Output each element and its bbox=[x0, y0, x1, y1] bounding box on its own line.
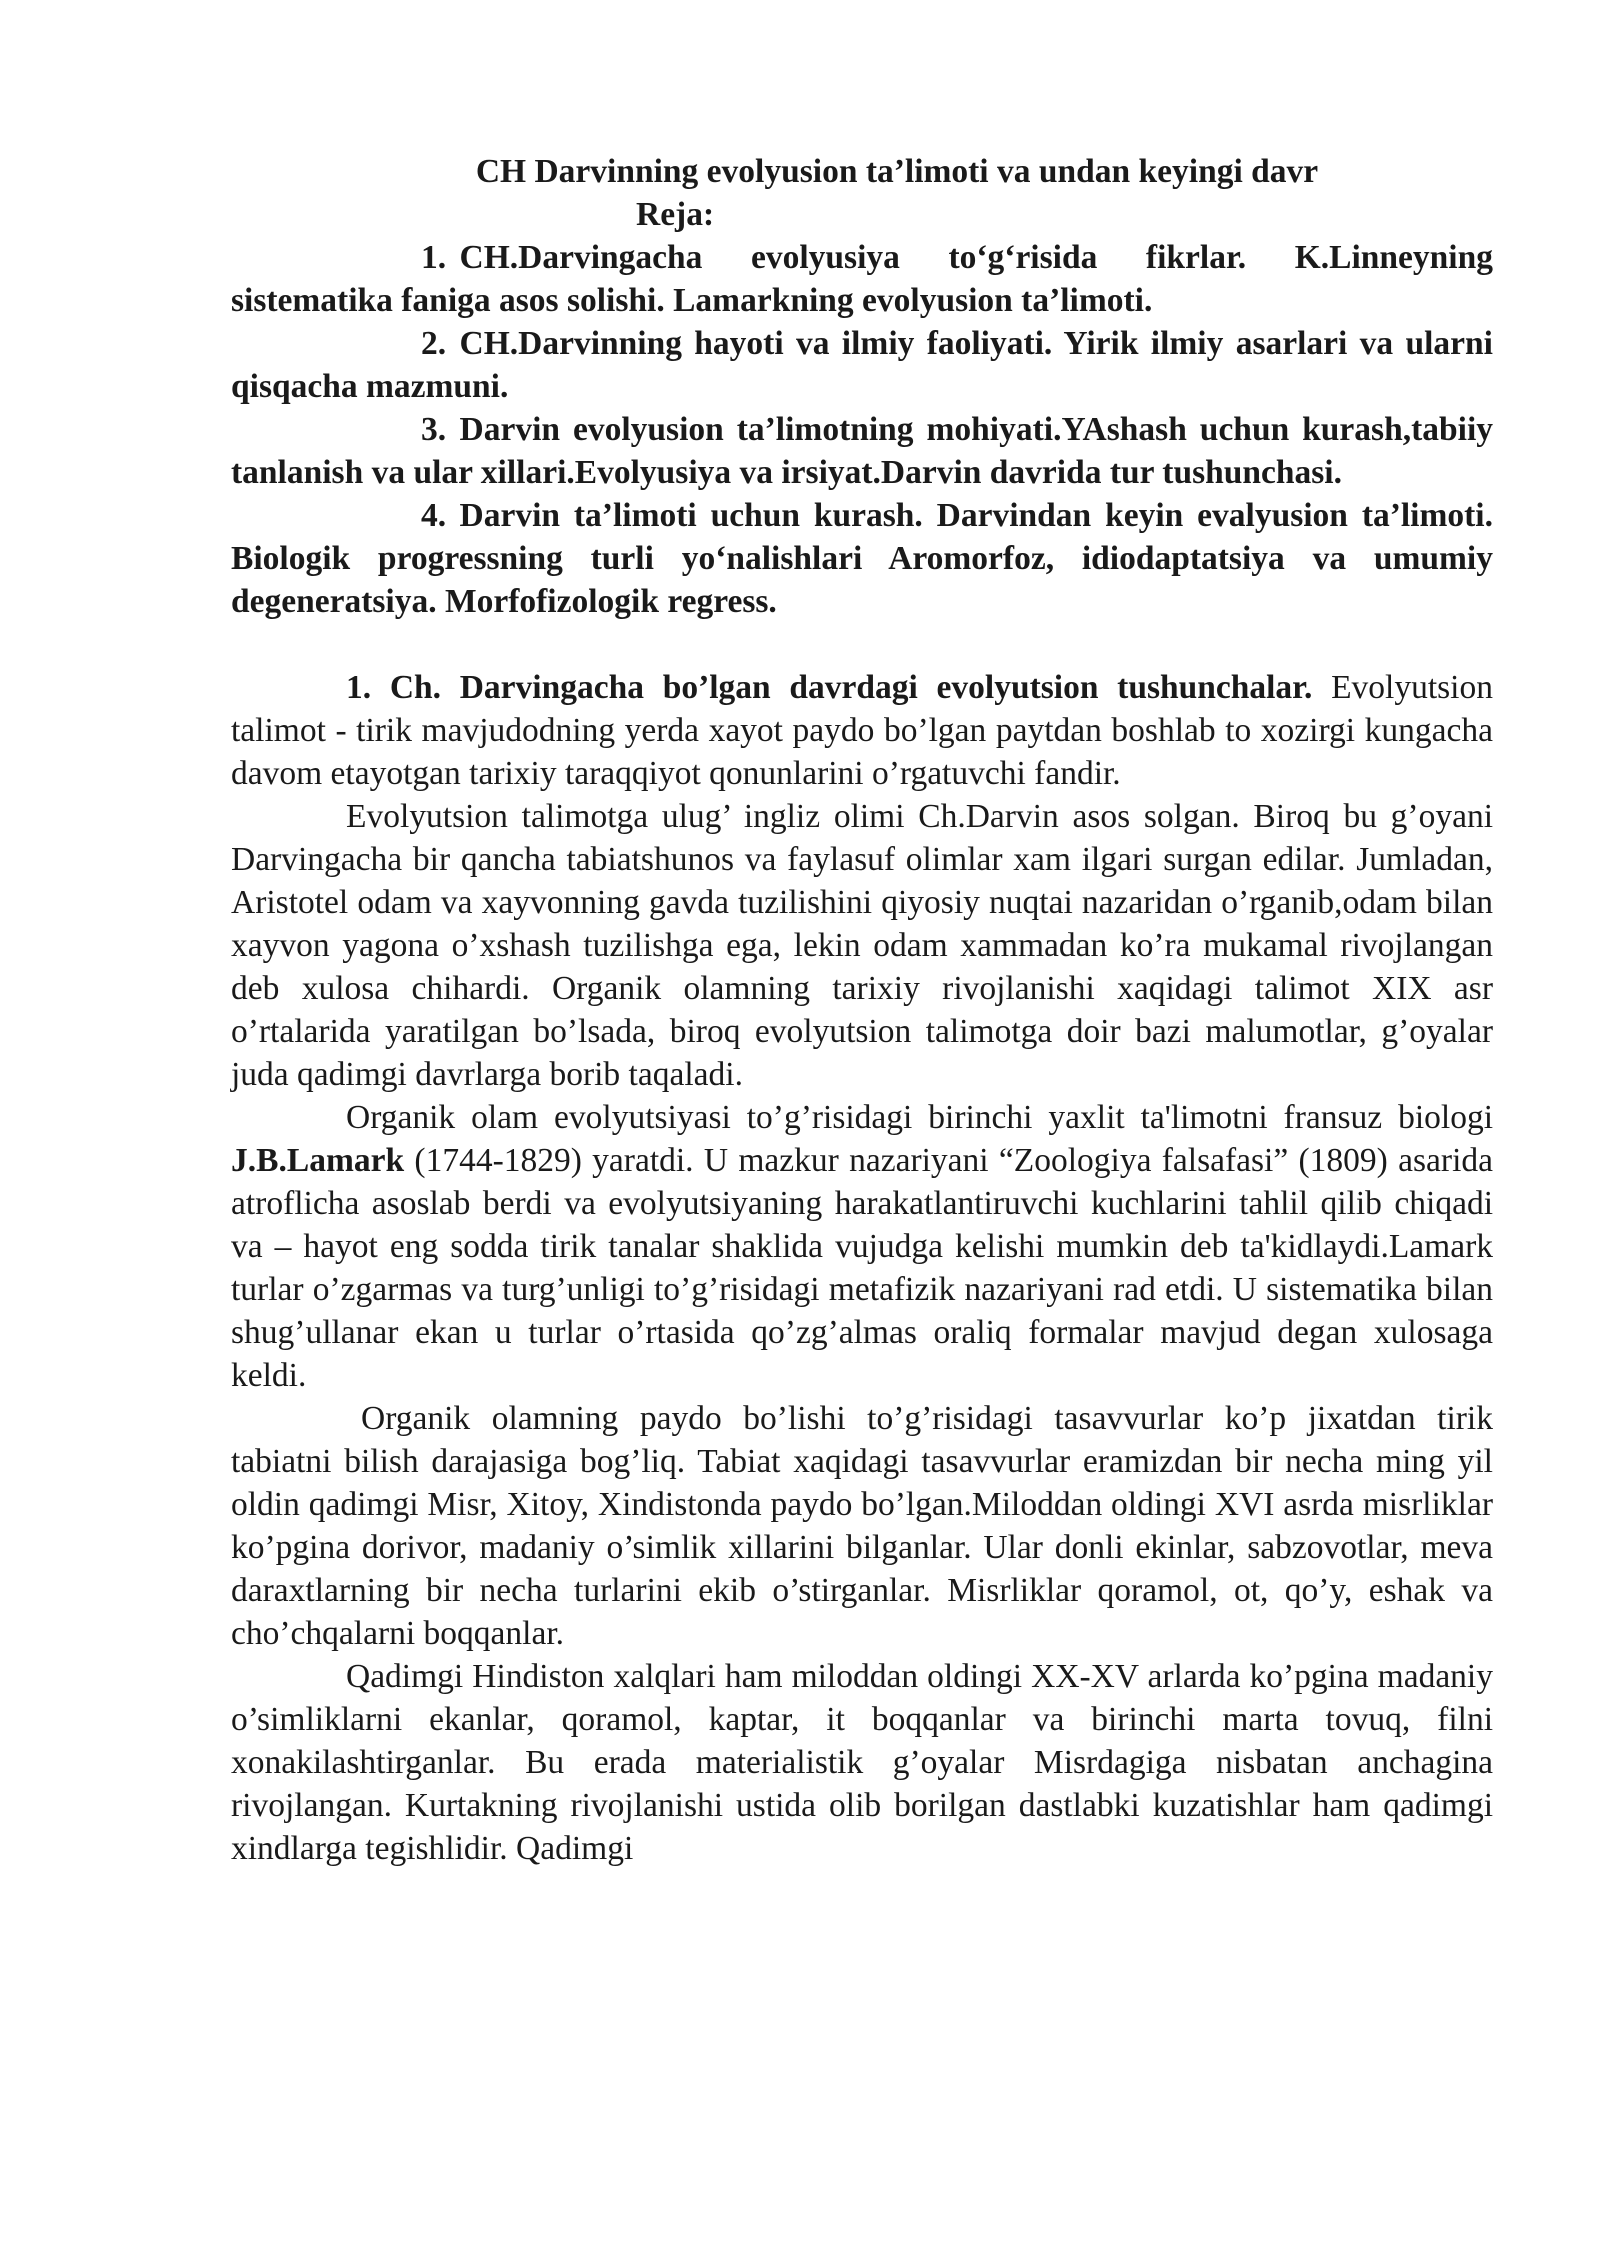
paragraph-2-rest: (1744-1829) yaratdi. U mazkur nazariyani “Zoologiya falsafasi” (1809) asarida atroflicha asoslab berdi va evolyutsiyaning harakatlantiruvchi kuchlarini tahlil qilib chiqadi va – hayot eng sodda tirik tanalar shaklida vujudga kelishi mumkin deb ta'kidlaydi.Lamark turlar o’zgarmas va turg’unligi to’g’risidagi metafizik nazariyani rad etdi. U sistematika bilan shug’ullanar ekan u turlar o’rtasida qo’zg’almas oraliq formalar mavjud degan xulosaga keldi. bbox=[231, 1142, 1493, 1394]
plan-label: Reja: bbox=[636, 196, 715, 233]
plan-item-number: 1. bbox=[421, 239, 447, 276]
plan-item-text: CH.Darvingacha evolyusiya to‘g‘risida fikrlar. K.Linneyning sistematika faniga asos solishi. Lamarkning evolyusion ta’limoti. bbox=[231, 239, 1493, 319]
paragraph-4: Qadimgi Hindiston xalqlari ham miloddan oldingi XX-XV arlarda ko’pgina madaniy o’simliklarni ekanlar, qoramol, kaptar, it boqqanlar va birinchi marta tovuq, filni xonakilashtirganlar. Bu erada materialistik g’oyalar Misrdagiga nisbatan anchagina rivojlangan. Kurtakning rivojlanishi ustida olib borilgan dastlabki kuzatishlar ham qadimgi xindlarga tegishlidir. Qadimgi bbox=[231, 1658, 1493, 1867]
paragraph-1: Evolyutsion talimotga ulug’ ingliz olimi Ch.Darvin asos solgan. Biroq bu g’oyani Darvingacha bir qancha tabiatshunos va faylasuf olimlar xam ilgari surgan edilar. Jumladan, Aristotel odam va xayvonning gavda tuzilishini qiyosiy nuqtai nazaridan o’rganib,odam bilan xayvon yagona o’xshash tuzilishga ega, lekin odam xammadan ko’ra mukamal rivojlangan deb xulosa chihardi. Organik olamning tarixiy rivojlanishi xaqidagi talimot XIX asr o’rtalarida yaratilgan bo’lsada, biroq evolyutsion talimotga doir bazi malumotlar, g’oyalar juda qadimgi davrlarga borib taqaladi. bbox=[231, 798, 1493, 1093]
section-1-heading: 1. Ch. Darvingacha bo’lgan davrdagi evolyutsion tushunchalar. bbox=[346, 669, 1313, 706]
plan-item-text: CH.Darvinning hayoti va ilmiy faoliyati. Yirik ilmiy asarlari va ularni qisqacha mazmuni. bbox=[231, 325, 1493, 405]
paragraph-3: Organik olamning paydo bo’lishi to’g’risidagi tasavvurlar ko’p jixatdan tirik tabiatni bilish darajasiga bog’liq. Tabiat xaqidagi tasavvurlar eramizdan bir necha ming yil oldin qadimgi Misr, Xitoy, Xindistonda paydo bo’lgan.Miloddan oldingi XVI asrda misrliklar ko’pgina dorivor, madaniy o’simlik xillarini bilganlar. Ular donli ekinlar, sabzovotlar, meva daraxtlarning bir necha turlarini ekib o’stirganlar. Misrliklar qoramol, ot, qo’y, eshak va cho’chqalarni boqqanlar. bbox=[231, 1400, 1493, 1652]
blank-line bbox=[231, 623, 1493, 666]
section-1-intro-text: Evolyutsion talimot - tirik mavjudodning yerda xayot paydo bo’lgan paytdan boshlab to xozirgi kungacha davom etayotgan tarixiy taraqqiyot qonunlarini o’rgatuvchi fandir. bbox=[231, 669, 1493, 792]
paragraph-2-start: Organik olam evolyutsiyasi to’g’risidagi birinchi yaxlit ta'limotni fransuz biologi bbox=[346, 1099, 1493, 1136]
lamark-name: J.B.Lamark bbox=[231, 1142, 405, 1179]
plan-item-number: 2. bbox=[421, 325, 447, 362]
section-1-paragraph bbox=[231, 666, 1493, 795]
document-page bbox=[231, 150, 1493, 1870]
plan-item-text: Darvin ta’limoti uchun kurash. Darvindan keyin evalyusion ta’limoti. Biologik progressning turli yo‘nalishlari Aromorfoz, idiodaptatsiya va umumiy degeneratsiya. Morfofizologik regress. bbox=[231, 497, 1493, 620]
plan-item-1 bbox=[231, 236, 1493, 322]
plan-item-3 bbox=[231, 408, 1493, 494]
plan-item-number: 4. bbox=[421, 497, 447, 534]
plan-item-2 bbox=[231, 322, 1493, 408]
plan-item-number: 3. bbox=[421, 411, 447, 448]
plan-item-4 bbox=[231, 494, 1493, 623]
plan-item-text: Darvin evolyusion ta’limotning mohiyati.YAshash uchun kurash,tabiiy tanlanish va ular xillari.Evolyusiya va irsiyat.Darvin davrida tur tushunchasi. bbox=[231, 411, 1493, 491]
document-title: CH Darvinning evolyusion ta’limoti va undan keyingi davr bbox=[475, 153, 1319, 190]
paragraph-2 bbox=[231, 1096, 1493, 1397]
